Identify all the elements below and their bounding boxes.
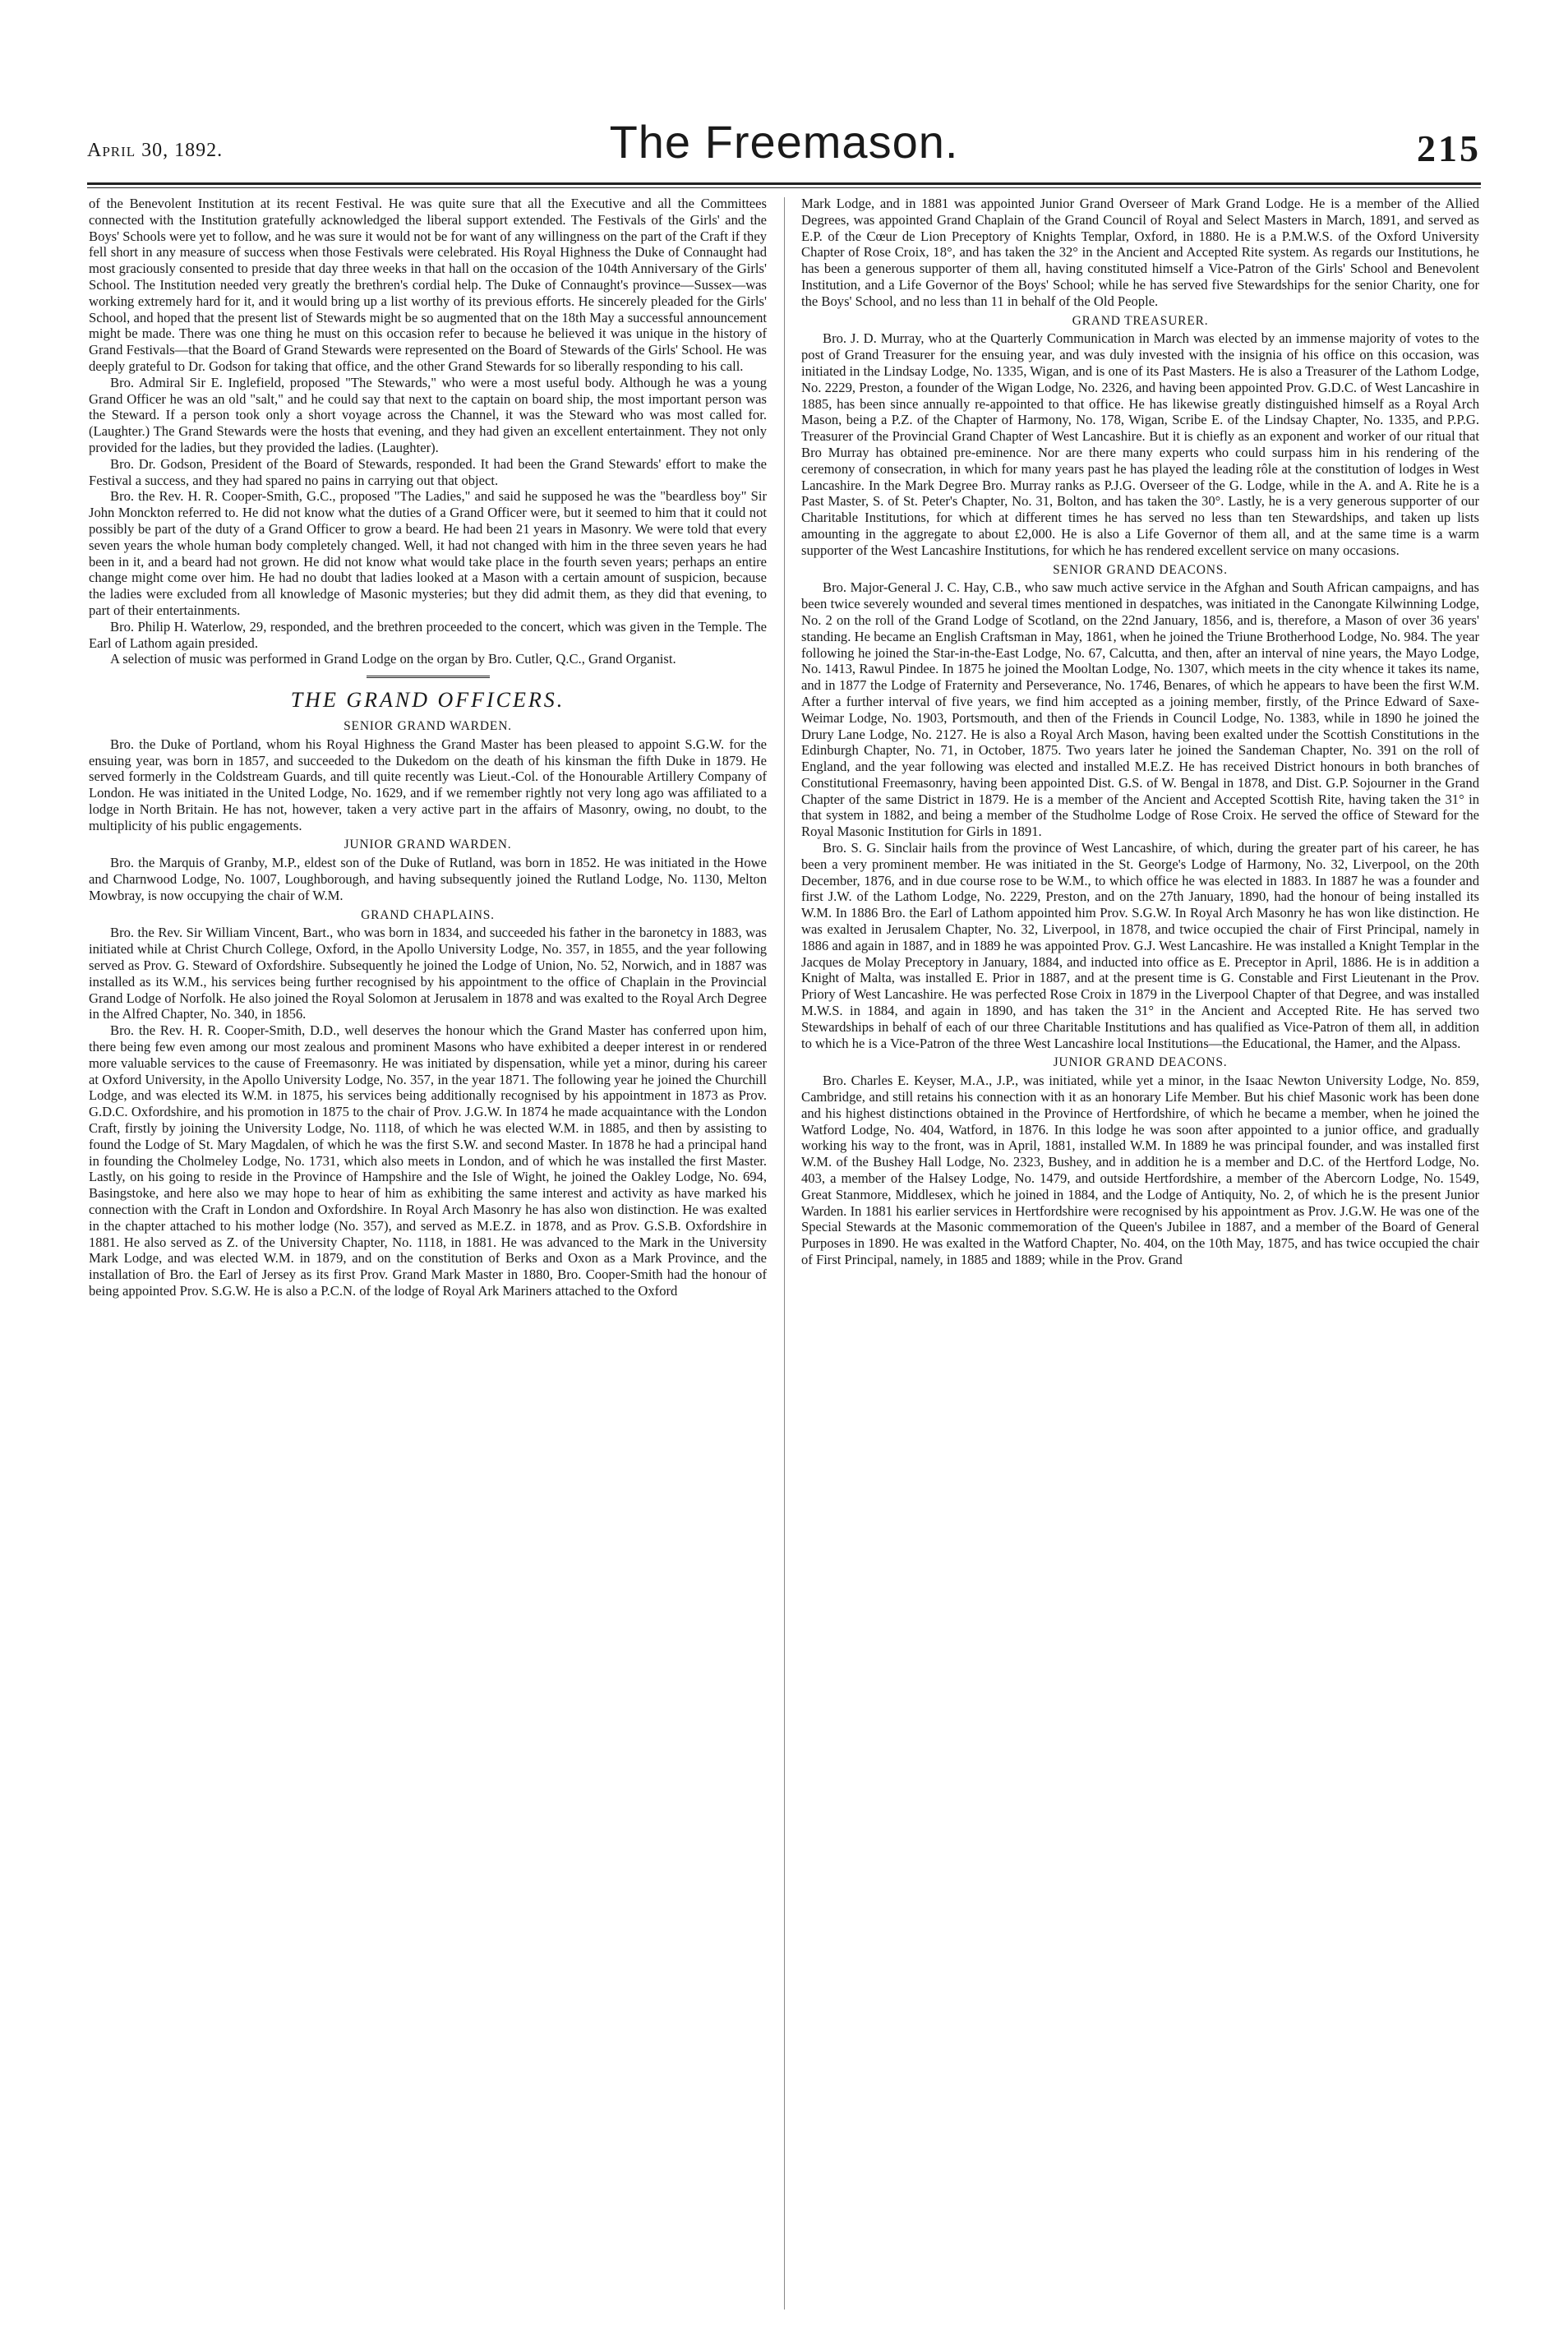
page-number: 215 (1417, 127, 1481, 169)
paragraph: Bro. Admiral Sir E. Inglefield, proposed "The Stewards," who were a most useful body. Although he was a young Grand Officer he was an old "salt," and he could say that next to the captain on board ship, the most important person was the Steward. If a person took only a short voyage across the Channel, it was the Steward who was most called for. (Laughter.) The Grand Stewards were the hosts that evening, and they had given an excellent entertainment. They not only provided for the ladies, but they provided the ladies. (Laughter). (89, 374, 767, 455)
subsection-heading: JUNIOR GRAND WARDEN. (344, 838, 512, 852)
subsection-heading: SENIOR GRAND WARDEN. (344, 718, 512, 733)
paragraph: Bro. S. G. Sinclair hails from the province of West Lancashire, of which, during the greater part of his career, he has been a very prominent member. He was initiated in the St. George's Lodge of Harmony, No. 32, Liverpool, on the 20th December, 1876, and in due course rose to be W.M., to which office he was elected in 1883. In 1887 he was a founder and first J.W. of the Lathom Lodge, No. 2229, Preston, and on the 27th January, 1890, had the honour of being installed its W.M. In 1886 Bro. the Earl of Lathom appointed him Prov. S.G.W. In Royal Arch Masonry he has won like distinction. He was exalted in Jerusalem Chapter, No. 32, Liverpool, in 1878, and twice occupied the chair of First Principal, namely in 1886 and again in 1887, and in 1889 he was appointed Prov. G.J. West Lancashire. He was installed a Knight Templar in the Jacques de Molay Preceptory in January, 1884, and inducted into office as E. Preceptor in April, 1886. He is in addition a Knight of Malta, was installed E. Prior in 1887, and at the present time is G. Constable and First Lieutenant in the Prov. Priory of West Lancashire. He was perfected Rose Croix in 1879 in the Liverpool Chapter of that Degree, and was installed M.W.S. in 1884, and again in 1890, and has taken the 31° in the Ancient and Accepted Rite. He has served two Stewardships in behalf of each of our three Charitable Institutions and has qualified as Vice-Patron of them all, in addition to which he is a Vice-Patron of the three West Lancashire local Institutions—the Educational, the Hamer, and the Alpass. (801, 840, 1479, 1051)
section-title: THE GRAND OFFICERS. (290, 688, 565, 713)
header-rule-thick (87, 182, 1481, 185)
right-column (801, 196, 1479, 2312)
left-column (89, 196, 767, 2312)
header-rule-thin (87, 187, 1481, 188)
paragraph: Bro. the Marquis of Granby, M.P., eldest son of the Duke of Rutland, was born in 1852. He was initiated in the Howe and Charnwood Lodge, No. 1007, Loughborough, and having subsequently joined the Rutland Lodge, No. 1130, Melton Mowbray, is now occupying the chair of W.M. (89, 855, 767, 903)
subsection-heading: GRAND TREASURER. (1072, 313, 1209, 328)
section-title-block (89, 676, 767, 713)
paragraph: Bro. Major-General J. C. Hay, C.B., who saw much active service in the Afghan and South African campaigns, and has been twice severely wounded and several times mentioned in despatches, was initiated in the Canongate Kilwinning Lodge, No. 2 on the roll of the Grand Lodge of Scotland, on the 22nd January, 1856, and is, therefore, a Mason of over 36 years' standing. He became an English Craftsman in May, 1861, when he joined the Triune Brotherhood Lodge, No. 984. The year following he joined the Star-in-the-East Lodge, No. 67, Calcutta, and then, after an interval of nine years, the Mayo Lodge, No. 1413, Rawul Pindee. In 1875 he joined the Mooltan Lodge, No. 1307, which meets in the city whence it takes its name, and in 1877 the Lodge of Fraternity and Perseverance, No. 1746, Benares, of which he appears to have been the first W.M. After a further interval of five years, we find him accepted as a joining member, firstly, of the Prince Edward of Saxe-Weimar Lodge, No. 1903, Portsmouth, and then of the Friends in Council Lodge, No. 1383, while in 1890 he joined the Drury Lane Lodge, No. 2127. He is also a Royal Arch Mason, having been exalted under the Scottish Constitutions in the Edinburgh Chapter, No. 71, in October, 1875. Two years later he joined the Sandeman Chapter, No. 391 on the roll of England, and the year following was elected and installed M.E.Z. He has received District honours in both branches of Constitutional Freemasonry, having been appointed Dist. G.S. of W. Bengal in 1878, and Dist. G.P. Sojourner in the Grand Chapter of the same District in 1879. He is a member of the Ancient and Accepted Scottish Rite, having taken the 31° in that system in 1882, and being a member of the Studholme Lodge of Rose Croix. He served the office of Steward for the Royal Masonic Institution for Girls in 1891. (801, 579, 1479, 840)
column-divider (784, 197, 785, 2310)
subsection-heading: JUNIOR GRAND DEACONS. (1053, 1055, 1228, 1070)
masthead-title: The Freemason. (609, 116, 959, 168)
page-header (87, 115, 1481, 179)
subsection-heading: GRAND CHAPLAINS. (361, 907, 495, 922)
paragraph: Bro. Philip H. Waterlow, 29, responded, and the brethren proceeded to the concert, which was given in the Temple. The Earl of Lathom again presided. (89, 618, 767, 651)
paragraph: of the Benevolent Institution at its recent Festival. He was quite sure that all the Executive and all the Committees connected with the Institution gratefully acknowledged the liberal support extended. The Festivals of the Girls' and the Boys' Schools were yet to follow, and he was sure it would not be for want of any willingness on the part of the Craft if they fell short in any measure of success when those Festivals were celebrated. His Royal Highness the Duke of Connaught had most graciously consented to preside that day three weeks in that hall on the occasion of the 104th Anniversary of the Girls' School. The Institution needed very greatly the brethren's cordial help. The Duke of Connaught's province—Sussex—was working extremely hard for it, and it would bring up a list worthy of its previous efforts. He sincerely pleaded for the Girls' School, and hoped that the present list of Stewards might be so augmented that on the 18th May a successful announcement might be made. There was one thing he must on this occasion refer to because he believed it was unique in the history of Grand Festivals—that the Board of Grand Stewards were represented on the Board of Stewards of the Girls' School. He was deeply grateful to Dr. Godson for taking that office, and the other Grand Stewards for so liberally responding to his call. (89, 196, 767, 374)
paragraph: Bro. the Rev. H. R. Cooper-Smith, G.C., proposed "The Ladies," and said he supposed he was the "beardless boy" Sir John Monckton referred to. He did not know what the duties of a Grand Officer were, but it seemed to him that it could not possibly be part of the duty of a Grand Officer to grow a beard. He had been 21 years in Masonry. We were told that every seven years the whole human body completely changed. Well, it had not changed with him in the three seven years he had been in it, and a beard had not grown. He did not know what would take place in the fourth seven years; perhaps an entire change might come over him. He had no doubt that ladies looked at a Mason with a certain amount of suspicion, because the ladies were excluded from all knowledge of Masonic mysteries; but they did admit them, as they did that evening, to part of their entertainments. (89, 488, 767, 618)
paragraph: Mark Lodge, and in 1881 was appointed Junior Grand Overseer of Mark Grand Lodge. He is a member of the Allied Degrees, was appointed Grand Chaplain of the Grand Council of Royal and Select Masters in March, 1891, and served as E.P. of the Cœur de Lion Preceptory of Knights Templar, Oxford, in 1880. He is a P.M.W.S. of the Oxford University Chapter of Rose Croix, 18°, and has taken the 32° in the Ancient and Accepted Rite system. As regards our Institutions, he has been a generous supporter of them all, having constituted himself a Vice-Patron of the Girls' School and Benevolent Institution, and a Life Governor of the Boys' School; while he has served five Stewardships for the senior Charity, one for the Boys' School, and no less than 11 in behalf of the Old People. (801, 196, 1479, 309)
paragraph: Bro. Dr. Godson, President of the Board of Stewards, responded. It had been the Grand Stewards' effort to make the Festival a success, and they had spared no pains in carrying out that object. (89, 455, 767, 488)
paragraph: Bro. the Rev. H. R. Cooper-Smith, D.D., well deserves the honour which the Grand Master has conferred upon him, there being few even among our most zealous and prominent Masons who have exhibited a deeper interest in or rendered more valuable services to the cause of Freemasonry. He was initiated by dispensation, while yet a minor, during his career at Oxford University, in the Apollo University Lodge, No. 357, in the year 1871. The following year he joined the Churchill Lodge, and was elected its W.M. in 1875, his services being additionally recognised by his appointment in 1873 as Prov. G.D.C. Oxfordshire, and his promotion in 1875 to the chair of Prov. J.G.W. In 1874 he made acquaintance with the London Craft, firstly by joining the University Lodge, No. 1118, of which he was elected W.M. in 1885, and then by assisting to found the Lodge of St. Mary Magdalen, of which he was the first S.W. and second Master. In 1878 he had a principal hand in founding the Cholmeley Lodge, No. 1731, which also meets in London, and of which he was installed the first Master. Lastly, on his going to reside in the Province of Hampshire and the Isle of Wight, he joined the Oakley Lodge, No. 694, Basingstoke, and here also we may hope to hear of him as exhibiting the same interest and activity as have marked his connection with the Craft in London and Oxfordshire. In Royal Arch Masonry he has also won distinction. He was exalted in the chapter attached to his mother lodge (No. 357), and served as M.E.Z. in 1878, and as Prov. G.S.B. Oxfordshire in 1881. He also served as Z. of the University Chapter, No. 1118, in 1881. He was advanced to the Mark in the University Mark Lodge, and was elected W.M. in 1879, and on the constitution of Berks and Oxon as a Mark Province, and the installation of Bro. the Earl of Jersey as its first Prov. Grand Mark Master in 1880, Bro. Cooper-Smith had the honour of being appointed Prov. S.G.W. He is also a P.C.N. of the lodge of Royal Ark Mariners attached to the Oxford (89, 1022, 767, 1299)
paragraph: Bro. Charles E. Keyser, M.A., J.P., was initiated, while yet a minor, in the Isaac Newton University Lodge, No. 859, Cambridge, and still retains his connection with it as an honorary Life Member. But his chief Masonic work has been done and his highest distinctions obtained in the Province of Hertfordshire, of which he became a member, when he joined the Watford Lodge, No. 404, Watford, in 1876. In this lodge he was soon after appointed to a junior office, and gradually working his way to the front, was in April, 1881, installed W.M. In 1889 he was principal founder, and was installed first W.M. of the Bushey Hall Lodge, No. 2323, Bushey, and in addition he is a member and D.C. of the Hertford Lodge, No. 403, a member of the Halsey Lodge, No. 1479, and outside Hertfordshire, a member of the Abercorn Lodge, No. 1549, Great Stanmore, Middlesex, which he joined in 1884, and the Lodge of Antiquity, No. 2, of which he is the present Junior Warden. In 1881 his earlier services in Hertfordshire were recognised by his appointment as Prov. J.G.W. He was one of the Special Stewards at the Masonic commemoration of the Queen's Jubilee in 1887, and a member of the Board of General Purposes in 1890. He was exalted in the Watford Chapter, No. 404, on the 10th May, 1875, and has twice occupied the chair of First Principal, namely, in 1885 and 1889; while in the Prov. Grand (801, 1073, 1479, 1267)
paragraph: Bro. J. D. Murray, who at the Quarterly Communication in March was elected by an immense majority of votes to the post of Grand Treasurer for the ensuing year, and was duly invested with the insignia of his office on this occasion, was initiated in the Lindsay Lodge, No. 1335, Wigan, and is one of its Past Masters. He is also a Treasurer of the Lathom Lodge, No. 2229, Preston, a founder of the Wigan Lodge, No. 2326, and having been appointed Prov. G.D.C. of West Lancashire in 1885, has been since annually re-appointed to that office. He has likewise greatly distinguished himself as a Royal Arch Mason, being a P.Z. of the Chapter of Harmony, No. 178, Wigan, Scribe E. of the Lindsay Chapter, No. 1335, and P.P.G. Treasurer of the Provincial Grand Chapter of West Lancashire. But it is chiefly as an exponent and worker of our ritual that Bro Murray has obtained pre-eminence. Nor are there many experts who could surpass him in his rendering of the ceremony of consecration, in which for many years past he has played the leading rôle at the constitution of lodges in West Lancashire. In the Mark Degree Bro. Murray ranks as P.J.G. Overseer of the G. Lodge, while in the A. and A. Rite he is a Past Master, S. of St. Peter's Chapter, No. 31, Bolton, and has taken the 30°. Lastly, he is a very generous supporter of our Charitable Institutions, for which at different times he has served no less than ten Stewardships, and taken up lists amounting in the aggregate to about £2,000. He is also a Life Governor of them all, and at the same time is a warm supporter of the West Lancashire Institutions, for which he has rendered excellent service on many occasions. (801, 330, 1479, 558)
paragraph: Bro. the Rev. Sir William Vincent, Bart., who was born in 1834, and succeeded his father in the baronetcy in 1883, was initiated while at Christ Church College, Oxford, in the Apollo University Lodge, No. 357, in 1855, and the year following served as Prov. G. Steward of Oxfordshire. Subsequently he joined the Lodge of Union, No. 52, Norwich, and in 1887 was installed as its W.M., his services being further recognised by his appointment to the office of Chaplain in the Provincial Grand Lodge of Norfolk. He also joined the Royal Solomon at Jerusalem in 1878 and was exalted to the Royal Arch Degree in the Alfred Chapter, No. 340, in 1856. (89, 925, 767, 1022)
ornamental-rule (367, 676, 490, 681)
paragraph: Bro. the Duke of Portland, whom his Royal Highness the Grand Master has been pleased to appoint S.G.W. for the ensuing year, was born in 1857, and succeeded to the Dukedom on the death of his kinsman the fifth Duke in 1879. He served formerly in the Coldstream Guards, and till quite recently was Lieut.-Col. of the Honourable Artillery Company of London. He was initiated in the United Lodge, No. 1629, and if we remember rightly not very long ago was affiliated to a lodge in North Britain. He has not, however, taken a very active part in the affairs of Masonry, owing, no doubt, to the multiplicity of his public engagements. (89, 736, 767, 833)
subsection-heading: SENIOR GRAND DEACONS. (1053, 562, 1228, 577)
paragraph: A selection of music was performed in Grand Lodge on the organ by Bro. Cutler, Q.C., Grand Organist. (110, 651, 676, 667)
issue-date: April 30, 1892. (87, 140, 224, 161)
